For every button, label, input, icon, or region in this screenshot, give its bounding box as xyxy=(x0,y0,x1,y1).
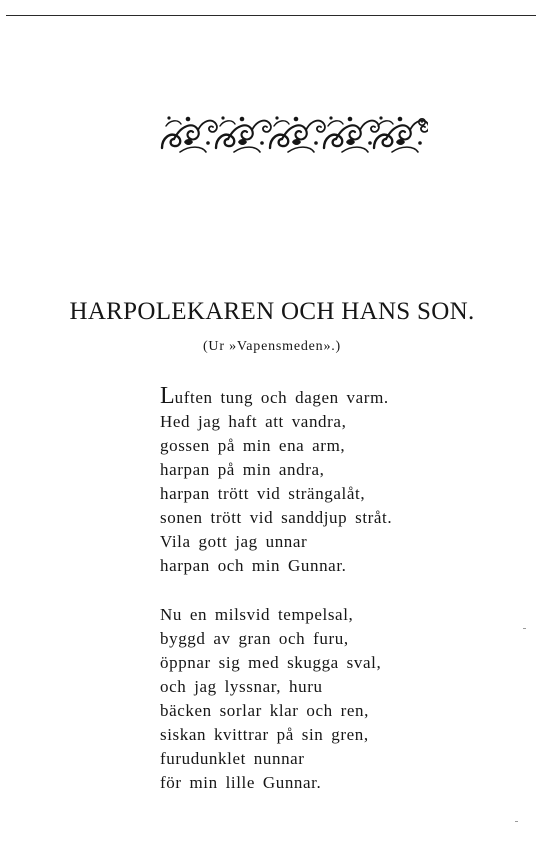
poem-line: sonen trött vid sanddjup stråt. xyxy=(160,508,393,527)
poem-line: harpan på min andra, xyxy=(160,460,325,479)
poem-line-opening-rest: uften tung och dagen varm. xyxy=(174,388,389,407)
poem-line: Vila gott jag unnar xyxy=(160,532,308,551)
drop-cap: L xyxy=(160,383,175,409)
poem-line: Nu en milsvid tempelsal, xyxy=(160,605,354,624)
poem-line: byggd av gran och furu, xyxy=(160,629,349,648)
scrollwork-vignette-icon xyxy=(160,112,428,156)
poem-line: bäcken sorlar klar och ren, xyxy=(160,701,369,720)
poem-title: HARPOLEKAREN OCH HANS SON. xyxy=(69,298,475,325)
poem-subtitle: (Ur »Vapensmeden».) xyxy=(202,339,342,354)
poem-line: siskan kvittrar på sin gren, xyxy=(160,725,369,744)
top-rule xyxy=(6,15,536,16)
stanza-1 xyxy=(160,383,393,578)
poem-line-opening xyxy=(160,383,392,410)
poem-line: harpan trött vid strängalåt, xyxy=(160,484,366,503)
paper-speck xyxy=(523,628,526,629)
poem-line: för min lille Gunnar. xyxy=(160,773,322,792)
poem-line: Hed jag haft att vandra, xyxy=(160,412,347,431)
stanza-2 xyxy=(160,603,381,795)
poem-line: furudunklet nunnar xyxy=(160,749,305,768)
poem-line: och jag lyssnar, huru xyxy=(160,677,323,696)
paper-speck xyxy=(515,821,518,822)
poem-line: gossen på min ena arm, xyxy=(160,436,346,455)
poem-line: harpan och min Gunnar. xyxy=(160,556,347,575)
poem-line: öppnar sig med skugga sval, xyxy=(160,653,382,672)
